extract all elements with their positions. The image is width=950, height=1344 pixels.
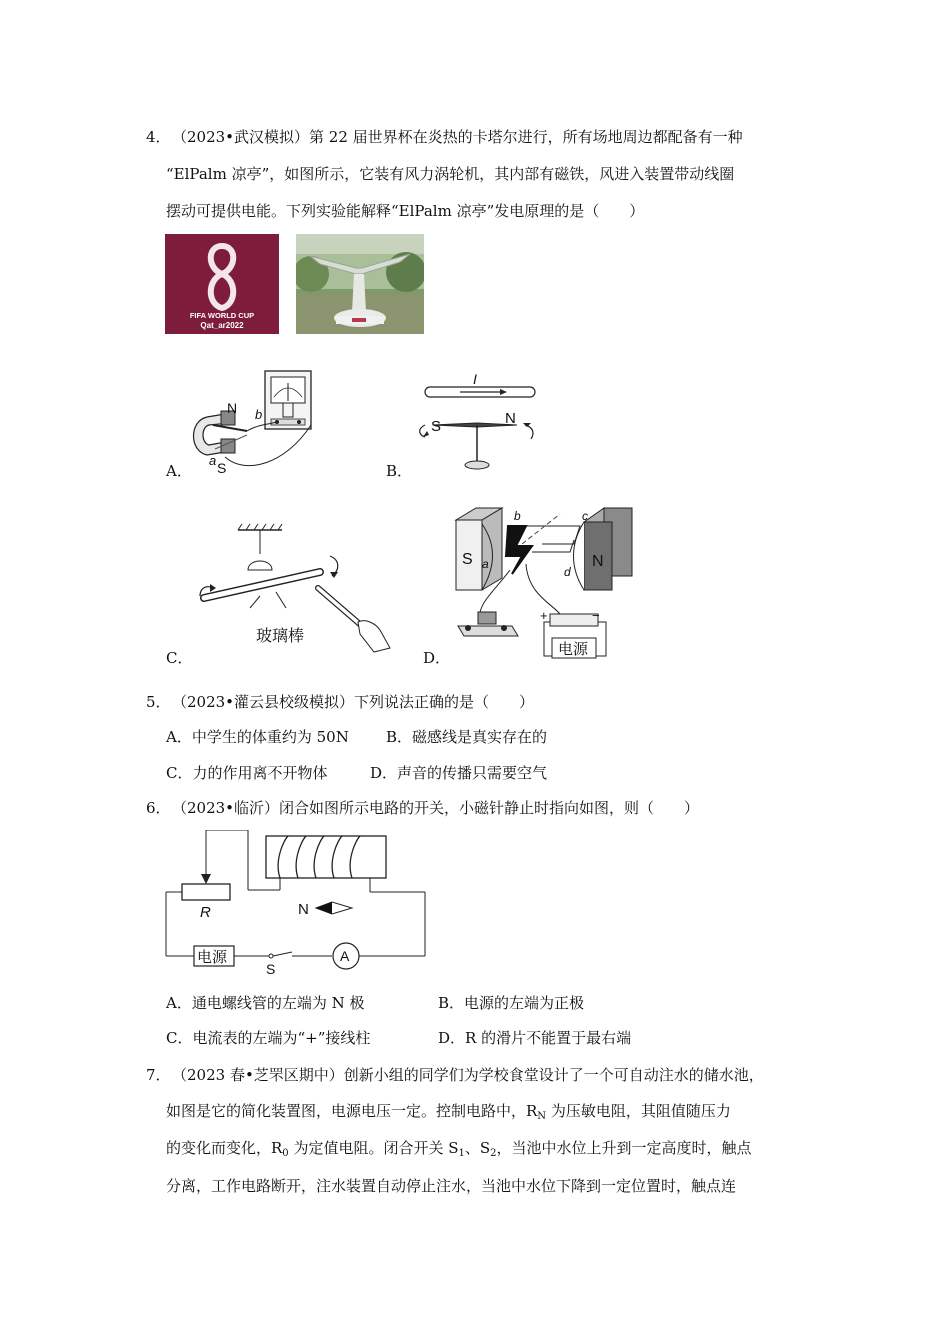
q6-label-switch-s: S <box>266 961 276 977</box>
q5-option-c: C．力的作用离不开物体 <box>166 764 328 782</box>
q4-option-d-figure <box>452 504 642 664</box>
q4-option-c-figure <box>190 518 405 663</box>
q5-option-b: B．磁感线是真实存在的 <box>386 728 548 746</box>
option-d-label-s: S <box>462 551 473 568</box>
q4-option-b-label: B． <box>386 462 413 480</box>
elpalm-pavilion-photo <box>296 234 424 334</box>
q7-line-2: 如图是它的简化装置图，电源电压一定。控制电路中，$R_N$ 为压敏电阻，其阻值随压力 <box>166 1102 731 1122</box>
q5-option-d: D．声音的传播只需要空气 <box>370 764 548 782</box>
q6-stem: （2023•临沂）闭合如图所示电路的开关，小磁针静止时指向如图，则（ ） <box>172 799 700 817</box>
option-c-label-glass-rod: 玻璃棒 <box>256 628 305 645</box>
q6-label-ammeter-a: A <box>340 948 350 964</box>
q4-number: 4． <box>146 128 171 146</box>
q4-stem-line-3: 摆动可提供电能。下列实验能解释“ElPalm 凉亭”发电原理的是（ ） <box>166 202 645 220</box>
option-a-label-b: b <box>255 407 263 422</box>
q6-option-b: B．电源的左端为正极 <box>438 994 585 1012</box>
option-a-label-a: a <box>209 453 217 468</box>
q6-number: 6． <box>146 799 171 817</box>
q6-circuit-diagram <box>160 830 435 980</box>
q6-label-n: N <box>298 901 309 918</box>
option-d-label-plus: + <box>540 608 548 623</box>
q5-option-a: A．中学生的体重约为 50N <box>166 728 349 746</box>
option-d-label-b: b <box>514 509 521 523</box>
q4-option-b-figure <box>405 365 550 477</box>
logo-text-line-2: Qat_ar2022 <box>200 321 244 330</box>
q6-option-d: D．R 的滑片不能置于最右端 <box>438 1029 632 1047</box>
option-b-label-s: S <box>431 418 442 435</box>
q5-number: 5． <box>146 693 171 711</box>
q4-stem-line-2: “ElPalm 凉亭”，如图所示，它装有风力涡轮机，其内部有磁铁，风进入装置带动线圈 <box>166 165 735 183</box>
q6-label-r: R <box>200 904 211 921</box>
q7-line-4: 分离，工作电路断开，注水装置自动停止注水，当池中水位下降到一定位置时，触点连 <box>166 1177 737 1195</box>
q7-line-1: （2023 春•芝罘区期中）创新小组的同学们为学校食堂设计了一个可自动注水的储水池， <box>172 1066 764 1084</box>
q4-option-a-figure <box>185 365 325 480</box>
option-d-label-c: c <box>582 509 588 523</box>
option-d-label-a: a <box>482 557 489 571</box>
option-d-label-d: d <box>564 565 571 579</box>
q4-option-c-label: C． <box>166 649 193 667</box>
option-d-label-n: N <box>592 553 604 570</box>
q4-option-a-label: A． <box>166 462 192 480</box>
q6-option-a: A．通电螺线管的左端为 N 极 <box>166 994 365 1012</box>
q7-number: 7． <box>146 1066 171 1084</box>
option-a-label-s: S <box>217 460 227 476</box>
fifa-world-cup-logo <box>165 234 279 334</box>
option-b-label-n: N <box>505 410 516 427</box>
q7-line-3: 的变化而变化，$R_0$ 为定值电阻。闭合开关 $S_1$、$S_2$，当池中水位上升到一定高度时，触点 <box>166 1139 752 1159</box>
q6-label-power-source: 电源 <box>197 949 228 966</box>
q6-option-c: C．电流表的左端为“+”接线柱 <box>166 1029 371 1047</box>
option-d-label-power-source: 电源 <box>558 641 589 658</box>
option-a-label-n: N <box>227 400 238 416</box>
q4-stem-line-1: （2023•武汉模拟）第 22 届世界杯在炎热的卡塔尔进行，所有场地周边都配备有一种 <box>172 128 743 146</box>
logo-text-line-1: FIFA WORLD CUP <box>189 311 255 320</box>
option-d-label-minus: − <box>592 608 600 623</box>
q5-stem: （2023•灌云县校级模拟）下列说法正确的是（ ） <box>172 693 535 711</box>
option-b-label-i: I <box>473 371 477 387</box>
q4-option-d-label: D． <box>423 649 451 667</box>
